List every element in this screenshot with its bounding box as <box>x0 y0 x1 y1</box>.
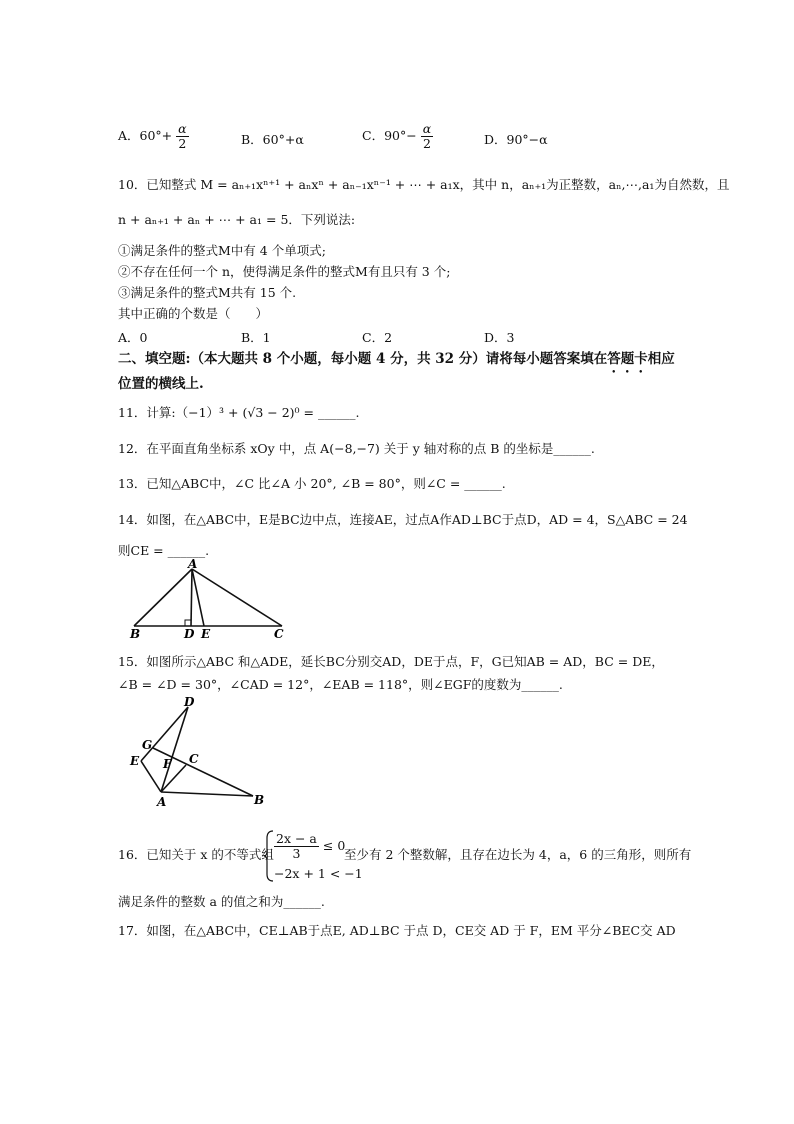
q10-line1: 10．已知整式 M = aₙ₊₁xⁿ⁺¹ + aₙxⁿ + aₙ₋₁xⁿ⁻¹ + ⋯ + a₁x，其中 n，aₙ₊₁为正整数，aₙ,⋯,a₁为自然数，且 <box>118 177 730 192</box>
q10-statement-1: ①满足条件的整式M中有 4 个单项式; <box>118 243 326 258</box>
q9-option-a <box>118 122 189 151</box>
q14-side-ac <box>192 569 282 626</box>
q14-label-a: A <box>188 558 198 571</box>
q13: 13．已知△ABC中，∠C 比∠A 小 20°, ∠B = 80°，则∠C = ______. <box>118 476 506 491</box>
q14-median-ae <box>192 569 204 626</box>
q14-triangle-figure <box>118 558 303 643</box>
q15-label-c: C <box>189 752 199 766</box>
q14-label-e: E <box>201 627 211 641</box>
q16-inequality-1-fraction: $\frac{2x - a}{3}$ <box>276 831 317 861</box>
q9-option-b: B．60°+α <box>241 132 304 147</box>
q9-option-a-fraction: $\frac{\alpha}{2}$ <box>178 121 187 151</box>
q10-line2: n + aₙ₊₁ + aₙ + ⋯ + a₁ = 5．下列说法: <box>118 212 356 227</box>
q15-side-ad <box>161 707 188 792</box>
q14-label-b: B <box>130 627 141 641</box>
q14-altitude-ad <box>191 569 192 626</box>
q15-label-f: F <box>163 757 172 771</box>
q10-option-a: A．0 <box>118 330 148 345</box>
answer-card-emphasis: 答题卡 <box>607 351 648 367</box>
section2-heading-line1: 二、填空题:（本大题共 8 个小题，每小题 4 分，共 32 分）请将每小题答案填在答题卡相应 <box>118 351 675 367</box>
q9-option-d: D．90°−α <box>484 132 548 147</box>
q14-side-ab <box>134 569 192 626</box>
q10-option-d: D．3 <box>484 330 515 345</box>
q15-label-e: E <box>130 754 140 768</box>
q15-triangles-figure <box>118 690 278 815</box>
q9-option-c <box>362 122 433 151</box>
q16-system-brace <box>264 830 274 882</box>
q15-line1: 15．如图所示△ABC 和△ADE，延长BC分别交AD，DE于点，F，G已知AB = AD，BC = DE， <box>118 654 664 669</box>
q15-label-d: D <box>184 695 195 709</box>
q15-side-ea <box>141 761 161 792</box>
q10-option-b: B．1 <box>241 330 271 345</box>
q14-line2: 则CE = ______. <box>118 543 210 558</box>
q11: 11．计算:（−1）³ + (√3 − 2)⁰ = ______. <box>118 405 360 420</box>
q9-option-a-text: A．60°+ <box>118 127 173 143</box>
q14-label-d: D <box>184 627 195 641</box>
q10-statement-3: ③满足条件的整式M共有 15 个. <box>118 285 297 300</box>
q10-question: 其中正确的个数是（ ） <box>118 306 269 321</box>
q17: 17．如图，在△ABC中，CE⊥AB于点E, AD⊥BC 于点 D，CE交 AD 于 F，EM 平分∠BEC交 AD <box>118 923 676 938</box>
q10-option-c: C．2 <box>362 330 393 345</box>
q15-label-b: B <box>254 793 265 807</box>
q15-side-ab <box>161 792 253 796</box>
q14-right-angle-mark <box>185 620 191 626</box>
q16-inequality-2: −2x + 1 < −1 <box>274 866 363 881</box>
q16-line2: 满足条件的整数 a 的值之和为______. <box>118 894 325 909</box>
q14-label-c: C <box>274 627 284 641</box>
q9-option-c-text: C．90°− <box>362 127 417 143</box>
q12: 12．在平面直角坐标系 xOy 中，点 A(−8,−7) 关于 y 轴对称的点 B 的坐标是______. <box>118 441 595 456</box>
q15-label-g: G <box>142 738 153 752</box>
q9-option-c-fraction: $\frac{\alpha}{2}$ <box>422 121 432 151</box>
q16-inequality-1: $\frac{2x - a}{3}$ ≤ 0 <box>276 831 346 861</box>
q14-line1: 14．如图，在△ABC中，E是BC边中点，连接AE，过点A作AD⊥BC于点D，AD = 4，S△ABC = 24 <box>118 512 688 527</box>
q15-label-a: A <box>157 795 167 809</box>
q15-line2: ∠B = ∠D = 30°，∠CAD = 12°，∠EAB = 118°，则∠EGF的度数为______. <box>118 677 563 692</box>
q16-suffix: 至少有 2 个整数解，且存在边长为 4，a，6 的三角形，则所有 <box>344 847 692 862</box>
q16-prefix: 16．已知关于 x 的不等式组 <box>118 847 274 862</box>
section2-heading-line2: 位置的横线上. <box>118 376 204 392</box>
q10-statement-2: ②不存在任何一个 n，使得满足条件的整式M有且只有 3 个; <box>118 264 451 279</box>
